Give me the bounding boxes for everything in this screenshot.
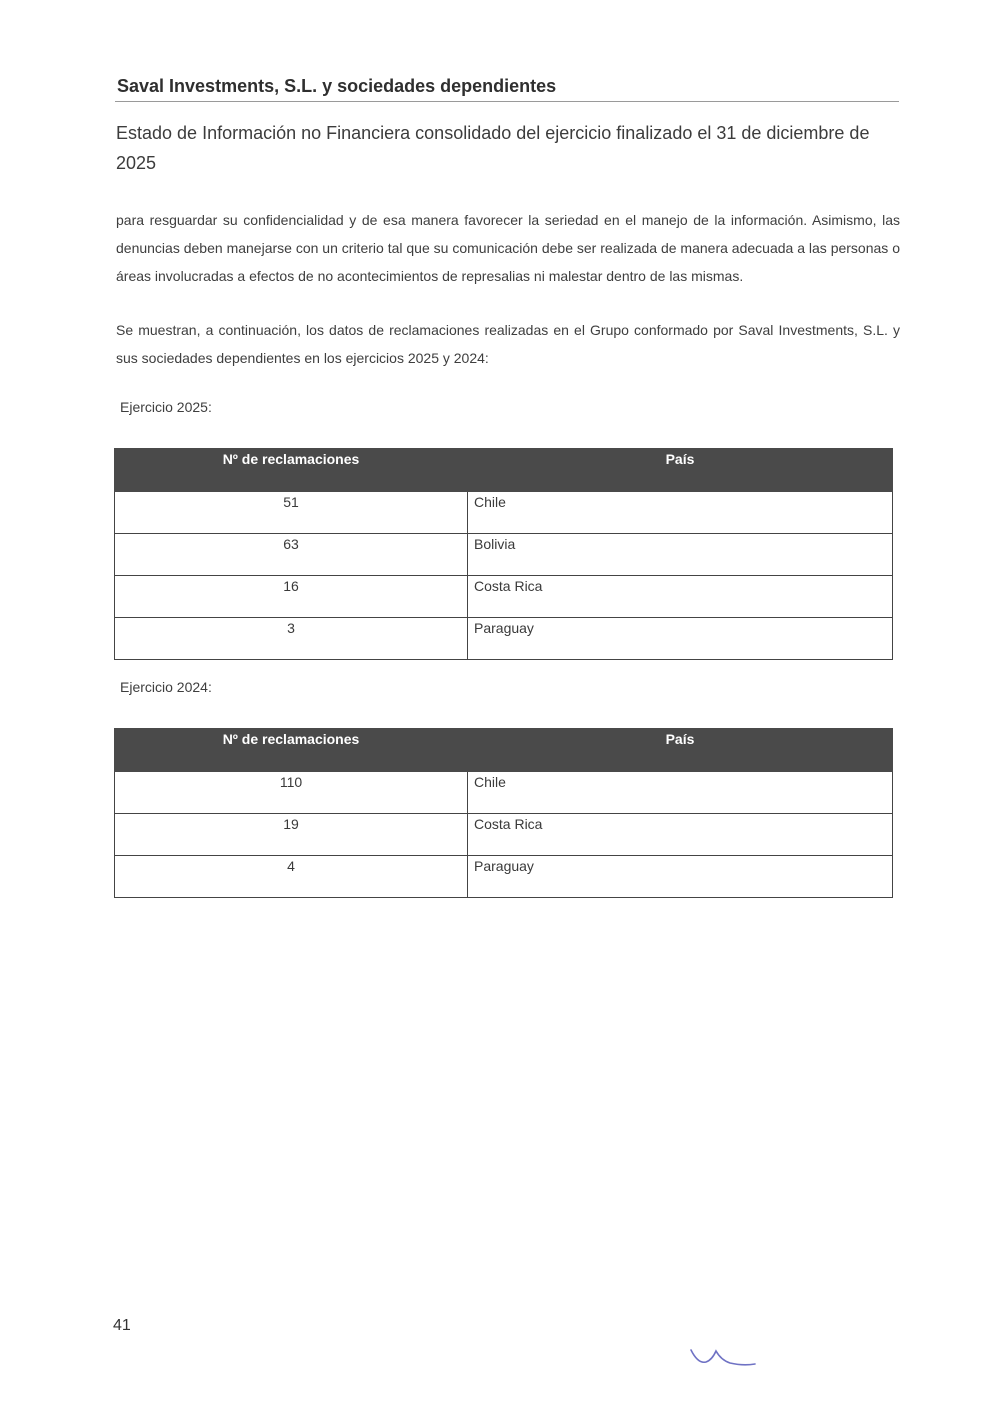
table-row [115, 814, 893, 856]
report-subtitle: Estado de Información no Financiera consolidado del ejercicio finalizado el 31 de diciembre de 2025 [116, 123, 870, 173]
claims-count-cell: 4 [115, 856, 468, 898]
table-row [115, 618, 893, 660]
claims-count-cell: 3 [115, 618, 468, 660]
table-label-2024: Ejercicio 2024: [120, 679, 212, 695]
paragraph-claims-intro: Se muestran, a continuación, los datos de reclamaciones realizadas en el Grupo conformado por Saval Investments, S.L. y sus sociedades dependientes en los ejercicios 2025 y 2024: [116, 322, 900, 366]
column-header-country: País [468, 729, 893, 772]
table-row [115, 772, 893, 814]
company-name: Saval Investments, S.L. y sociedades dependientes [117, 76, 557, 96]
claims-count-cell: 16 [115, 576, 468, 618]
country-cell: Paraguay [468, 856, 893, 898]
country-cell: Chile [468, 492, 893, 534]
country-cell: Costa Rica [468, 576, 893, 618]
claims-count-cell: 51 [115, 492, 468, 534]
claims-count-cell: 63 [115, 534, 468, 576]
column-header-country: País [468, 449, 893, 492]
header-rule [115, 101, 899, 102]
paragraph-confidentiality: para resguardar su confidencialidad y de esa manera favorecer la seriedad en el manejo de la información. Asimismo, las denuncias deben manejarse con un criterio tal que su comunicación debe ser realizada de manera adecuada a las personas o áreas involucradas a efectos de no acontecimientos de represalias ni malestar dentro de las mismas. [116, 212, 900, 284]
claims-count-cell: 19 [115, 814, 468, 856]
claims-table-2024 [114, 728, 893, 898]
claims-table-2025 [114, 448, 893, 660]
table-label-2025: Ejercicio 2025: [120, 399, 212, 415]
country-cell: Chile [468, 772, 893, 814]
table-row [115, 576, 893, 618]
signature-mark [688, 1342, 758, 1372]
column-header-claims: Nº de reclamaciones [115, 729, 468, 772]
table-row [115, 856, 893, 898]
claims-count-cell: 110 [115, 772, 468, 814]
column-header-claims: Nº de reclamaciones [115, 449, 468, 492]
table-header-row [115, 729, 893, 772]
table-header-row [115, 449, 893, 492]
page-number: 41 [113, 1317, 131, 1334]
country-cell: Costa Rica [468, 814, 893, 856]
country-cell: Paraguay [468, 618, 893, 660]
table-row [115, 492, 893, 534]
country-cell: Bolivia [468, 534, 893, 576]
table-row [115, 534, 893, 576]
